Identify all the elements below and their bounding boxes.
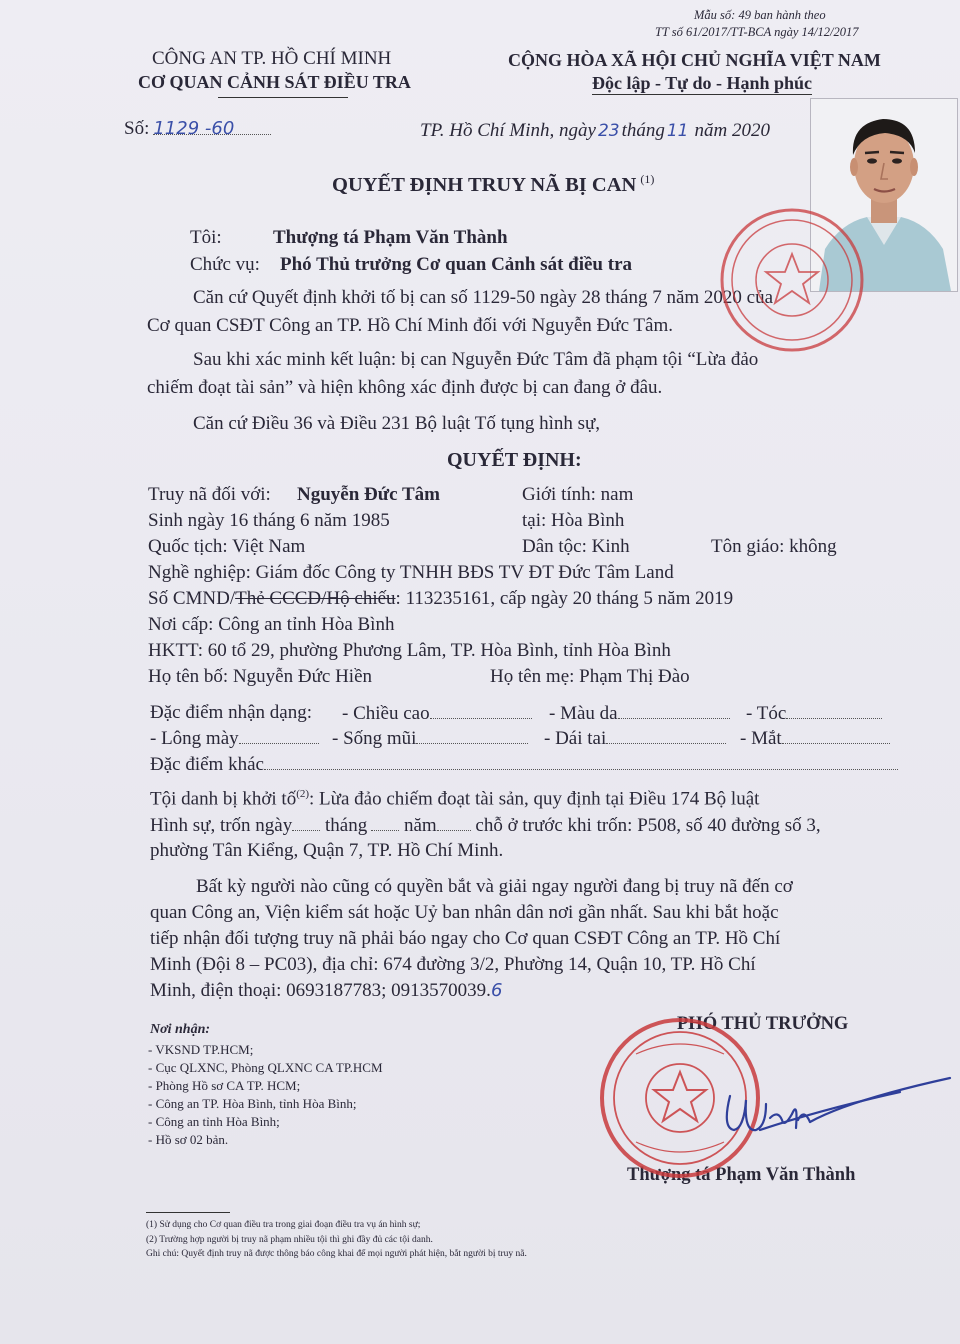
features-line1: [150, 702, 312, 724]
charges-footnote-ref: (2): [296, 788, 310, 800]
father-name: Họ tên bố: Nguyễn Đức Hiền: [148, 666, 373, 687]
feature-brows: [150, 727, 319, 750]
feature-ears-label: - Dái tai: [544, 728, 607, 749]
legal-basis-paragraph: Căn cứ Điều 36 và Điều 231 Bộ luật Tố tụng hình sự,: [193, 413, 601, 434]
feature-hair: [746, 702, 882, 725]
agency-department: CƠ QUAN CẢNH SÁT ĐIỀU TRA: [138, 72, 411, 92]
charges-line1: [150, 788, 759, 810]
feature-brows-blank: [239, 727, 319, 744]
charges-label: Tội danh bị khởi tố: [150, 788, 297, 810]
feature-skin-label: - Màu da: [549, 703, 618, 724]
signature-name: Thượng tá Phạm Văn Thành: [627, 1165, 856, 1185]
feature-height: [342, 702, 532, 725]
conclusion-paragraph-line1: Sau khi xác minh kết luận: bị can Nguyễn Đức Tâm đã phạm tội “Lừa đảo: [193, 349, 759, 370]
escape-month-blank: [371, 814, 399, 831]
feature-hair-label: - Tóc: [746, 703, 787, 724]
recipient-4: - Công an TP. Hòa Bình, tỉnh Hòa Bình;: [148, 1096, 357, 1111]
date-day: 23: [597, 121, 620, 141]
id-issued-by: Nơi cấp: Công an tỉnh Hòa Bình: [148, 614, 395, 635]
feature-brows-label: - Lông mày: [150, 728, 239, 749]
footnote-divider: [146, 1212, 230, 1213]
feature-eyes: [740, 727, 890, 750]
last-residence: chỗ ở trước khi trốn: P508, số 40 đường số 3,: [475, 815, 821, 836]
signature-title: PHÓ THỦ TRƯỞNG: [677, 1014, 849, 1034]
notice-line4: Minh (Đội 8 – PC03), địa chỉ: 674 đường 3/2, Phường 14, Quận 10, TP. Hồ Chí: [150, 954, 756, 975]
id-value: : 113235161, cấp ngày 20 tháng 5 năm 2019: [395, 588, 734, 609]
features-label: Đặc điểm nhận dạng:: [150, 702, 312, 723]
recipient-3: - Phòng Hồ sơ CA TP. HCM;: [148, 1078, 301, 1093]
charges-line3: phường Tân Kiểng, Quận 7, TP. Hồ Chí Minh.: [150, 840, 504, 861]
recipient-5: - Công an tỉnh Hòa Bình;: [148, 1114, 280, 1129]
document-title-text: QUYẾT ĐỊNH TRUY NÃ BỊ CAN: [332, 173, 637, 196]
recipient-2: - Cục QLXNC, Phòng QLXNC CA TP.HCM: [148, 1060, 383, 1075]
feature-nose-blank: [416, 727, 528, 744]
form-number-line1: Mẫu số: 49 ban hành theo: [694, 8, 826, 22]
ethnicity: Dân tộc: Kinh: [522, 536, 630, 557]
feature-ears: [544, 727, 726, 750]
feature-height-label: - Chiều cao: [342, 703, 430, 724]
feature-height-blank: [430, 702, 532, 719]
date-prefix: TP. Hồ Chí Minh, ngày: [420, 120, 596, 141]
feature-nose-label: - Sống mũi: [332, 728, 417, 749]
feature-hair-blank: [786, 702, 882, 719]
document-date: [420, 120, 770, 142]
date-month: 11: [666, 121, 689, 141]
basis-paragraph-line2: Cơ quan CSĐT Công an TP. Hồ Chí Minh đối với Nguyễn Đức Tâm.: [147, 315, 673, 336]
position-value: Phó Thủ trưởng Cơ quan Cảnh sát điều tra: [280, 254, 633, 275]
official-seal-upper: [712, 200, 872, 360]
escape-day-blank: [292, 814, 320, 831]
country-motto: Độc lập - Tự do - Hạnh phúc: [592, 73, 813, 93]
escape-month-label: tháng: [324, 815, 368, 836]
handwritten-mark: 6: [490, 980, 503, 1001]
notice-line1: Bất kỳ người nào cũng có quyền bắt và giải ngay người đang bị truy nã đến cơ: [196, 876, 793, 897]
feature-nose: [332, 727, 528, 750]
feature-other-label: Đặc điểm khác: [150, 754, 264, 775]
permanent-residence: HKTT: 60 tổ 29, phường Phương Lâm, TP. Hòa Bình, tỉnh Hòa Bình: [148, 640, 671, 661]
document-number-value: 1129 -60: [153, 118, 271, 135]
title-footnote-ref: (1): [640, 172, 655, 186]
feature-other: [150, 753, 898, 776]
agency-name: CÔNG AN TP. HỒ CHÍ MINH: [152, 48, 392, 69]
id-label: Số CMND/: [148, 588, 236, 609]
footnote-2: (2) Trường hợp người bị truy nã phạm nhiều tội thì ghi đầy đủ các tội danh.: [146, 1235, 433, 1245]
wanted-name: Nguyễn Đức Tâm: [297, 484, 441, 505]
footnote-note: Ghi chú: Quyết định truy nã được thông báo công khai để mọi người phát hiện, bắt người bị truy nã.: [146, 1249, 527, 1259]
notice-phone: Minh, điện thoại: 0693187783; 0913570039.: [150, 980, 491, 1001]
conclusion-paragraph-line2: chiếm đoạt tài sản” và hiện không xác định được bị can đang ở đâu.: [147, 377, 663, 398]
basis-paragraph-line1: Căn cứ Quyết định khởi tố bị can số 1129-50 ngày 28 tháng 7 năm 2020 của: [193, 287, 774, 308]
feature-ears-blank: [606, 727, 726, 744]
notice-line3: tiếp nhận đối tượng truy nã phải báo ngay cho Cơ quan CSĐT Công an TP. Hồ Chí: [150, 928, 781, 949]
wanted-label: Truy nã đối với:: [148, 484, 271, 505]
id-number: [148, 588, 733, 610]
feature-skin: [549, 702, 730, 725]
escape-year-label: năm: [403, 815, 437, 836]
notice-line2: quan Công an, Viện kiểm sát hoặc Uỷ ban nhân dân nơi gần nhất. Sau khi bắt hoặc: [150, 902, 779, 923]
document-number-label: Số:: [124, 118, 150, 139]
escape-year-blank: [437, 814, 471, 831]
mother-name: Họ tên mẹ: Phạm Thị Đào: [490, 666, 690, 687]
form-number-line2: TT số 61/2017/TT-BCA ngày 14/12/2017: [655, 25, 859, 39]
feature-eyes-blank: [782, 727, 890, 744]
decision-heading: QUYẾT ĐỊNH:: [447, 449, 582, 471]
issuer-name: Thượng tá Phạm Văn Thành: [273, 227, 508, 248]
handwritten-signature: [700, 1070, 956, 1160]
escape-date-label: Hình sự, trốn ngày: [150, 815, 293, 836]
charges-line2: [150, 814, 821, 837]
recipient-1: - VKSND TP.HCM;: [148, 1042, 254, 1057]
date-month-label: tháng: [621, 120, 665, 141]
footnote-1: (1) Sử dụng cho Cơ quan điều tra trong giai đoạn điều tra vụ án hình sự;: [146, 1220, 421, 1230]
feature-skin-blank: [618, 702, 730, 719]
occupation: Nghề nghiệp: Giám đốc Công ty TNHH BĐS TV ĐT Đức Tâm Land: [148, 562, 674, 583]
feature-other-blank: [264, 753, 898, 770]
issuer-label: Tôi:: [190, 227, 222, 248]
notice-line5: [150, 980, 502, 1002]
id-struck-label: Thẻ CCCD/Hộ chiếu: [235, 588, 396, 609]
position-label: Chức vụ:: [190, 254, 260, 275]
agency-underline: [218, 97, 348, 98]
document-title: [332, 172, 654, 197]
charges-text: : Lừa đảo chiếm đoạt tài sản, quy định tại Điều 174 Bộ luật: [309, 788, 760, 810]
feature-eyes-label: - Mắt: [740, 728, 782, 749]
nationality: Quốc tịch: Việt Nam: [148, 536, 306, 557]
recipients-heading: Nơi nhận:: [150, 1022, 211, 1037]
date-year: năm 2020: [694, 120, 770, 141]
birthplace: tại: Hòa Bình: [522, 510, 625, 531]
country-name: CỘNG HÒA XÃ HỘI CHỦ NGHĨA VIỆT NAM: [508, 50, 881, 70]
document-number: [124, 118, 271, 140]
gender: Giới tính: nam: [522, 484, 634, 505]
recipient-6: - Hồ sơ 02 bản.: [148, 1132, 229, 1147]
religion: Tôn giáo: không: [711, 536, 837, 557]
date-of-birth: Sinh ngày 16 tháng 6 năm 1985: [148, 510, 390, 531]
